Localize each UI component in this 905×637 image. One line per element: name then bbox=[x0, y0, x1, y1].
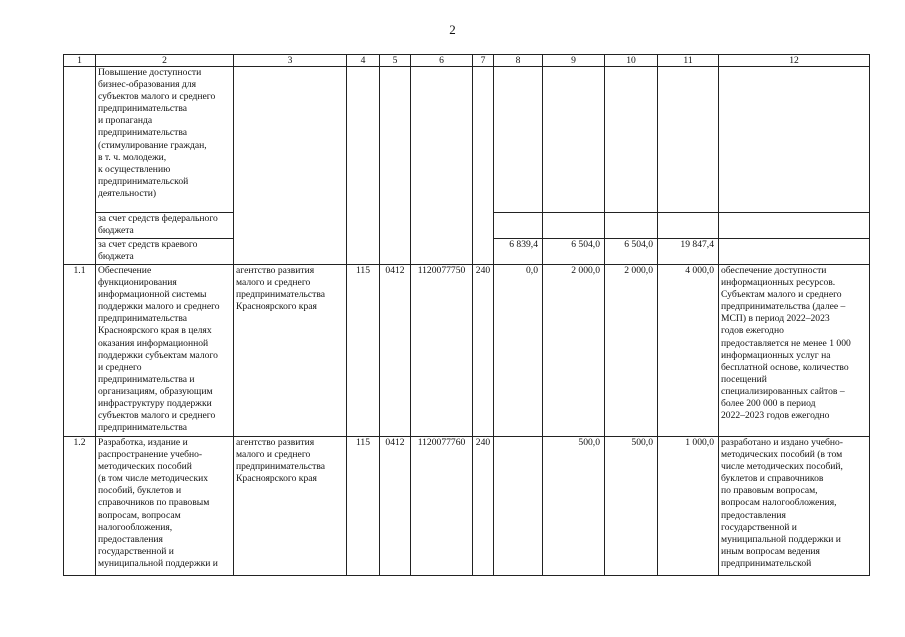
cell bbox=[494, 67, 543, 213]
section-code: 0412 bbox=[380, 265, 411, 437]
expense-type-code: 240 bbox=[473, 437, 494, 576]
table-row bbox=[64, 437, 870, 576]
cell bbox=[347, 67, 380, 265]
cell bbox=[605, 213, 658, 239]
section-code: 0412 bbox=[380, 437, 411, 576]
regional-budget-2022: 6 839,4 bbox=[494, 239, 543, 265]
cell bbox=[543, 67, 605, 213]
row-number: 1.2 bbox=[64, 437, 96, 576]
cell bbox=[719, 239, 870, 265]
col-header: 3 bbox=[234, 55, 347, 67]
cell bbox=[605, 67, 658, 213]
col-header: 1 bbox=[64, 55, 96, 67]
amount-2022: 0,0 bbox=[494, 265, 543, 437]
page-number: 2 bbox=[449, 22, 456, 37]
program-activities-table bbox=[63, 54, 870, 576]
col-header: 11 bbox=[658, 55, 719, 67]
target-article-code: 1120077750 bbox=[411, 265, 473, 437]
federal-budget-label: за счет средств федерального бюджета bbox=[96, 213, 234, 239]
grbs-code: 115 bbox=[347, 265, 380, 437]
column-number-row bbox=[64, 55, 870, 67]
target-article-code: 1120077760 bbox=[411, 437, 473, 576]
activity-name: Обеспечение функционирования информационной системы поддержки малого и среднего предпринимательства Красноярского края в целях оказания информационной поддержки субъектам малого и среднего предпринимательства и организациям, образующим инфраструктуру поддержки субъектов малого и среднего предпринимательства bbox=[96, 265, 234, 437]
amount-total: 1 000,0 bbox=[658, 437, 719, 576]
regional-budget-total: 19 847,4 bbox=[658, 239, 719, 265]
amount-2022 bbox=[494, 437, 543, 576]
cell bbox=[719, 67, 870, 213]
amount-2024: 2 000,0 bbox=[605, 265, 658, 437]
amount-total: 4 000,0 bbox=[658, 265, 719, 437]
col-header: 10 bbox=[605, 55, 658, 67]
col-header: 9 bbox=[543, 55, 605, 67]
cell bbox=[658, 67, 719, 213]
col-header: 7 bbox=[473, 55, 494, 67]
task-title-row bbox=[64, 67, 870, 213]
col-header: 2 bbox=[96, 55, 234, 67]
regional-budget-2023: 6 504,0 bbox=[543, 239, 605, 265]
cell bbox=[380, 67, 411, 265]
executor: агентство развития малого и среднего предпринимательства Красноярского края bbox=[234, 437, 347, 576]
regional-budget-2024: 6 504,0 bbox=[605, 239, 658, 265]
amount-2023: 500,0 bbox=[543, 437, 605, 576]
amount-2024: 500,0 bbox=[605, 437, 658, 576]
expected-result: разработано и издано учебно- методических пособий (в том числе методических пособий, буклетов и справочников по правовым вопросам, вопросам налогообложения, предоставления государственной и муниципальной поддержки и иным вопросам ведения предпринимательской bbox=[719, 437, 870, 576]
cell bbox=[658, 213, 719, 239]
col-header: 12 bbox=[719, 55, 870, 67]
cell bbox=[411, 67, 473, 265]
cell bbox=[473, 67, 494, 265]
cell bbox=[719, 213, 870, 239]
cell bbox=[543, 213, 605, 239]
col-header: 4 bbox=[347, 55, 380, 67]
col-header: 6 bbox=[411, 55, 473, 67]
cell bbox=[494, 213, 543, 239]
col-header: 8 bbox=[494, 55, 543, 67]
grbs-code: 115 bbox=[347, 437, 380, 576]
cell bbox=[234, 67, 347, 265]
executor: агентство развития малого и среднего предпринимательства Красноярского края bbox=[234, 265, 347, 437]
amount-2023: 2 000,0 bbox=[543, 265, 605, 437]
cell bbox=[64, 67, 96, 265]
col-header: 5 bbox=[380, 55, 411, 67]
expected-result: обеспечение доступности информационных ресурсов. Субъектам малого и среднего предпринимательства (далее – МСП) в период 2022–2023 годов ежегодно предоставляется не менее 1 000 информационных услуг на бесплатной основе, количество посещений специализированных сайтов – более 200 000 в период 2022–2023 годов ежегодно bbox=[719, 265, 870, 437]
table-row bbox=[64, 265, 870, 437]
task-title: Повышение доступности бизнес-образования для субъектов малого и среднего предпринимательства и пропаганда предпринимательства (стимулирование граждан, в т. ч. молодежи, к осуществлению предпринимательской деятельности) bbox=[96, 67, 234, 213]
expense-type-code: 240 bbox=[473, 265, 494, 437]
activity-name: Разработка, издание и распространение учебно- методических пособий (в том числе методических пособий, буклетов и справочников по правовым вопросам, вопросам налогообложения, предоставления государственной и муниципальной поддержки и bbox=[96, 437, 234, 576]
row-number: 1.1 bbox=[64, 265, 96, 437]
regional-budget-label: за счет средств краевого бюджета bbox=[96, 239, 234, 265]
